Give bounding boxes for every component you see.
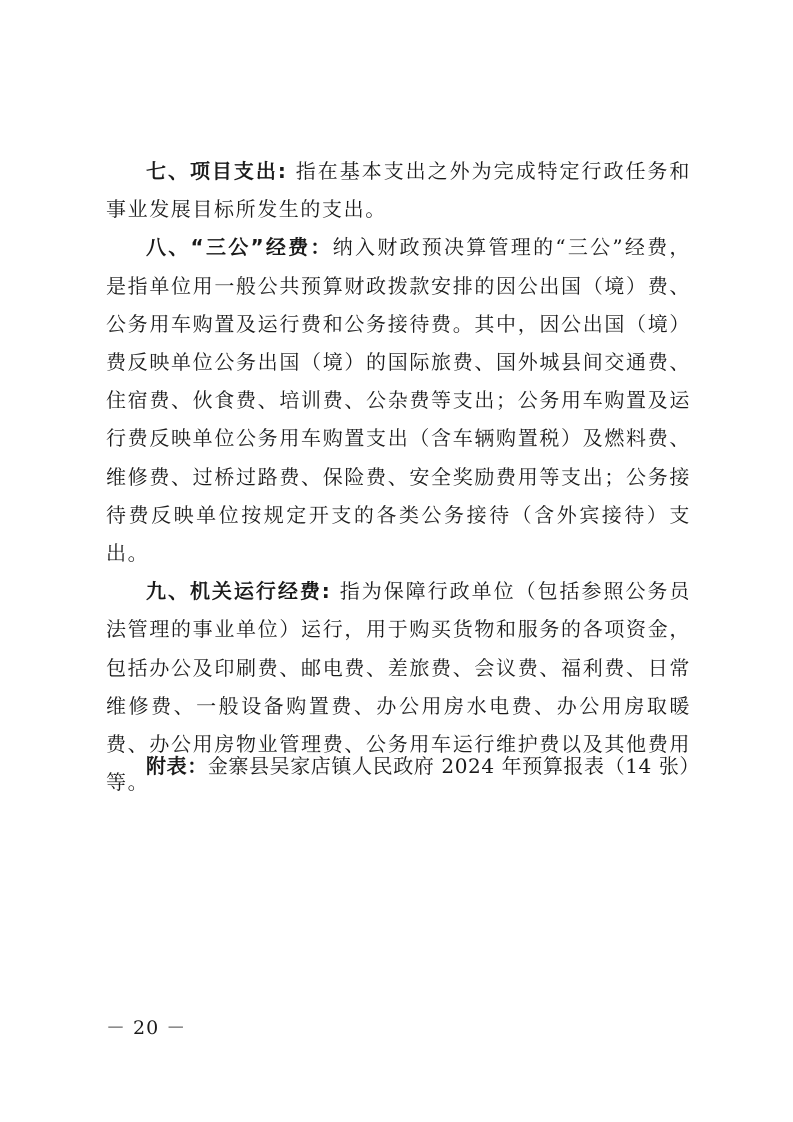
- paragraph-three-public-expenses: [106, 228, 691, 572]
- document-body: [106, 152, 691, 801]
- term-agency-operating-expenses: 九、机关运行经费:: [146, 579, 332, 604]
- attachment-note: [106, 747, 706, 785]
- definition-three-public-expenses: 纳入财政预决算管理的“三公”经费，是指单位用一般公共预算财政拨款安排的因公出国（境）费、公务用车购置及运行费和公务接待费。其中，因公出国（境）费反映单位公务出国（境）的国际旅费、国外城县间交通费、住宿费、伙食费、培训费、公杂费等支出；公务用车购置及运行费反映单位公务用车购置支出（含车辆购置税）及燃料费、维修费、过桥过路费、保险费、安全奖励费用等支出；公务接待费反映单位按规定开支的各类公务接待（含外宾接待）支出。: [106, 235, 691, 566]
- page-number: － 20 －: [106, 1017, 187, 1039]
- definition-project-expenditure: 指在基本支出之外为完成特定行政任务和事业发展目标所发生的支出。: [106, 159, 691, 222]
- term-three-public-expenses: 八、“三公”经费：: [146, 235, 333, 260]
- attachment-label: 附表：: [146, 754, 208, 778]
- attachment-text: 金寨县吴家店镇人民政府 2024 年预算报表（14 张）: [207, 754, 701, 778]
- term-project-expenditure: 七、项目支出:: [146, 159, 288, 183]
- definition-agency-operating-expenses: 指为保障行政单位（包括参照公务员法管理的事业单位）运行，用于购买货物和服务的各项资金，包括办公及印刷费、邮电费、差旅费、会议费、福利费、日常维修费、一般设备购置费、办公用房水电费、办公用房取暖费、办公用房物业管理费、公务用车运行维护费以及其他费用等。: [106, 579, 691, 795]
- paragraph-project-expenditure: [106, 152, 691, 228]
